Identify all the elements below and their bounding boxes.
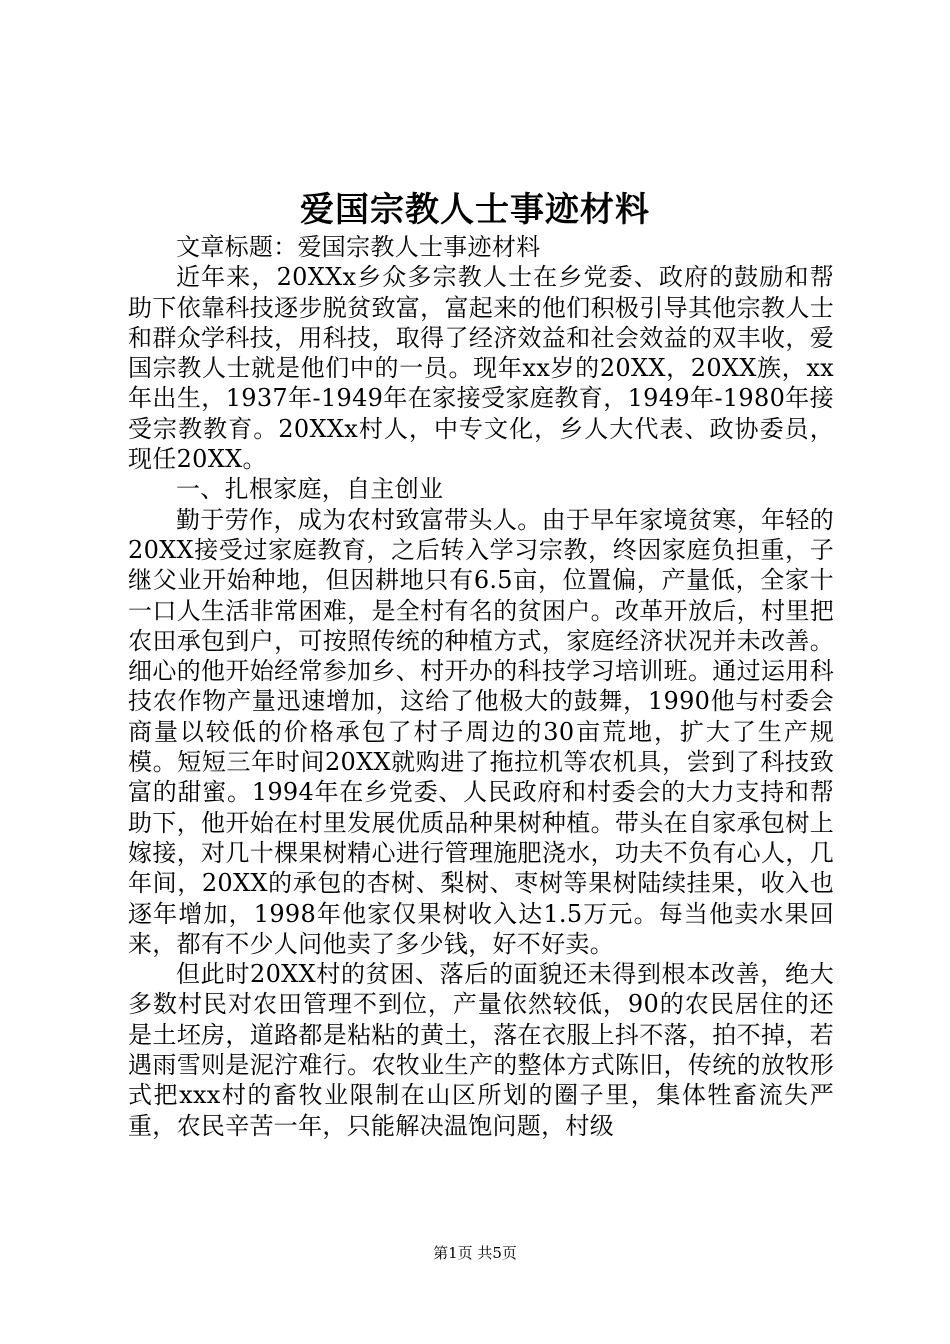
paragraph: 勤于劳作，成为农村致富带头人。由于早年家境贫寒，年轻的20XX接受过家庭教育，之后转入学习宗教，终因家庭负担重，子继父业开始种地，但因耕地只有6.5亩，位置偏，产量低，全家十一口人生活非常困难，是全村有名的贫困户。改革开放后，村里把农田承包到户，可按照传统的种植方式，家庭经济状况并未改善。细心的他开始经常参加乡、村开办的科技学习培训班。通过运用科技农作物产量迅速增加，这给了他极大的鼓舞，1990他与村委会商量以较低的价格承包了村子周边的30亩荒地，扩大了生产规模。短短三年时间20XX就购进了拖拉机等农机具，尝到了科技致富的甜蜜。1994年在乡党委、人民政府和村委会的大力支持和帮助下，他开始在村里发展优质品种果树种植。带头在自家承包树上嫁接，对几十棵果树精心进行管理施肥浇水，功夫不负有心人，几年间，20XX的承包的杏树、梨树、枣树等果树陆续挂果，收入也逐年增加，1998年他家仅果树收入达1.5万元。每当他卖水果回来，都有不少人问他卖了多少钱，好不好卖。 (128, 505, 834, 958)
document-title: 爱国宗教人士事迹材料 (300, 190, 650, 230)
section-heading: 一、扎根家庭，自主创业 (176, 475, 444, 504)
document-body (128, 232, 834, 1141)
paragraph: 但此时20XX村的贫困、落后的面貌还未得到根本改善，绝大多数村民对农田管理不到位，产量依然较低，90的农民居住的还是土坯房，道路都是粘粘的黄土，落在衣服上抖不落，拍不掉，若遇雨雪则是泥泞难行。农牧业生产的整体方式陈旧，传统的放牧形式把xxx村的畜牧业限制在山区所划的圈子里，集体牲畜流失严重，农民辛苦一年，只能解决温饱问题，村级 (128, 960, 834, 1140)
article-title-line: 文章标题：爱国宗教人士事迹材料 (176, 233, 541, 261)
page-footer: 第1页 共5页 (433, 1244, 517, 1262)
paragraph: 近年来，20XXx乡众多宗教人士在乡党委、政府的鼓励和帮助下依靠科技逐步脱贫致富，富起来的他们积极引导其他宗教人士和群众学科技，用科技，取得了经济效益和社会效益的双丰收，爱国宗教人士就是他们中的一员。现年xx岁的20XX，20XX族，xx年出生，1937年-1949年在家接受家庭教育，1949年-1980年接受宗教教育。20XXx村人，中专文化，乡人大代表、政协委员，现任20XX。 (128, 263, 834, 474)
